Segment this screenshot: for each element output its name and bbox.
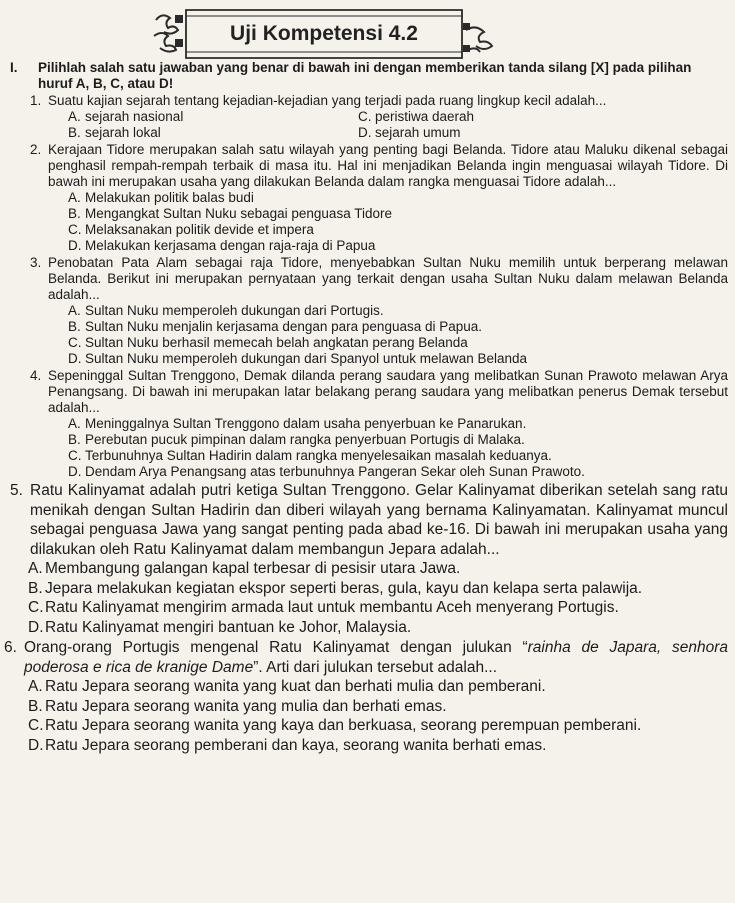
option-letter: A. xyxy=(68,303,81,318)
question-4 xyxy=(30,368,728,480)
option-letter: D. xyxy=(358,125,372,140)
option-a[interactable] xyxy=(68,109,358,125)
instruction-text: Pilihlah salah satu jawaban yang benar di bawah ini dengan memberikan tanda silang [X] pada pilihan huruf A, B, C, atau D! xyxy=(38,60,692,91)
option-a[interactable] xyxy=(68,416,728,432)
option-letter: A. xyxy=(68,416,81,431)
option-letter: D. xyxy=(68,238,82,253)
option-letter: A. xyxy=(68,190,81,205)
section-instruction xyxy=(10,60,728,92)
option-letter: B. xyxy=(28,579,43,597)
option-text: Melaksanakan politik devide et impera xyxy=(85,222,314,237)
option-text: sejarah nasional xyxy=(85,109,184,124)
options-list xyxy=(28,677,728,755)
option-text: Sultan Nuku berhasil memecah belah angkatan perang Belanda xyxy=(85,335,468,350)
options-list xyxy=(68,416,728,480)
question-text xyxy=(24,638,728,677)
section-number: I. xyxy=(10,60,18,75)
option-text: Membangung galangan kapal terbesar di pesisir utara Jawa. xyxy=(45,560,461,577)
question-text-part: Orang-orang Portugis mengenal Ratu Kalinyamat dengan julukan “ xyxy=(24,639,528,656)
option-c[interactable] xyxy=(68,448,728,464)
option-text: Ratu Jepara seorang wanita yang kaya dan berkuasa, seorang perempuan pemberani. xyxy=(45,717,642,734)
option-letter: C. xyxy=(358,109,372,124)
option-c[interactable] xyxy=(68,222,728,238)
option-b[interactable] xyxy=(28,579,728,599)
question-text: Penobatan Pata Alam sebagai raja Tidore, menyebabkan Sultan Nuku memilih untuk berperang melawan Belanda. Berikut ini merupakan pernyataan yang terkait dengan usaha Sultan Nuku dalam melawan Belanda adalah... xyxy=(48,255,728,302)
question-2 xyxy=(30,142,728,254)
question-text: Suatu kajian sejarah tentang kejadian-kejadian yang terjadi pada ruang lingkup kecil adalah... xyxy=(48,93,607,108)
question-text: Kerajaan Tidore merupakan salah satu wilayah yang penting bagi Belanda. Tidore atau Maluku dikenal sebagai penghasil rempah-rempah terbaik di masa itu. Hal ini menjadikan Belanda ingin menguasai wilayah Tidore. Di bawah ini merupakan usaha yang dilakukan Belanda dalam rangka menguasai Tidore adalah... xyxy=(48,142,728,189)
option-a[interactable] xyxy=(28,677,728,697)
option-c[interactable] xyxy=(358,109,728,125)
option-d[interactable] xyxy=(68,464,728,480)
option-letter: A. xyxy=(68,109,81,124)
option-text: sejarah umum xyxy=(375,125,461,140)
option-text: peristiwa daerah xyxy=(375,109,475,124)
question-number: 2. xyxy=(30,142,42,157)
option-letter: D. xyxy=(28,736,44,754)
options-list xyxy=(68,303,728,367)
question-5 xyxy=(10,481,728,637)
option-letter: C. xyxy=(28,599,44,616)
option-c[interactable] xyxy=(28,716,728,736)
option-letter: B. xyxy=(68,206,81,221)
option-text: Melakukan politik balas budi xyxy=(85,190,254,205)
option-a[interactable] xyxy=(28,559,728,579)
option-letter: A. xyxy=(28,560,43,577)
option-letter: D. xyxy=(68,464,82,479)
option-d[interactable] xyxy=(28,736,728,756)
options-list xyxy=(68,190,728,254)
option-b[interactable] xyxy=(68,125,358,141)
option-letter: D. xyxy=(68,351,82,366)
option-b[interactable] xyxy=(68,206,728,222)
question-number: 3. xyxy=(30,255,42,270)
option-letter: B. xyxy=(68,125,81,140)
option-text: Ratu Jepara seorang wanita yang mulia dan berhati emas. xyxy=(45,697,447,715)
option-letter: B. xyxy=(28,697,43,715)
exam-content xyxy=(4,60,728,755)
option-b[interactable] xyxy=(68,319,728,335)
question-number: 1. xyxy=(30,93,42,108)
option-text: Sultan Nuku menjalin kerjasama dengan para penguasa di Papua. xyxy=(85,319,483,334)
option-letter: A. xyxy=(28,678,43,695)
option-text: Ratu Jepara seorang wanita yang kuat dan berhati mulia dan pemberani. xyxy=(45,678,546,695)
option-letter: C. xyxy=(68,335,82,350)
option-text: Terbunuhnya Sultan Hadirin dalam rangka menyelesaikan masalah keduanya. xyxy=(85,448,552,463)
question-text-part: ”. Arti dari julukan tersebut adalah... xyxy=(253,658,498,676)
option-text: Jepara melakukan kegiatan ekspor seperti beras, gula, kayu dan kelapa serta palawija. xyxy=(45,579,643,597)
option-text: sejarah lokal xyxy=(85,125,161,140)
option-a[interactable] xyxy=(68,190,728,206)
option-d[interactable] xyxy=(68,351,728,367)
question-text: Ratu Kalinyamat adalah putri ketiga Sultan Trenggono. Gelar Kalinyamat diberikan setelah sang ratu menikah dengan Sultan Hadirin dan diberi wilayah yang bernama Kalinyamatan. Kalinyamat muncul sebagai penguasa Jawa yang sangat penting pada abad ke-16. Di bawah ini merupakan usaha yang dilakukan oleh Ratu Kalinyamat dalam membangun Jepara adalah... xyxy=(30,482,728,558)
page-title: Uji Kompetensi 4.2 xyxy=(230,22,418,45)
option-letter: D. xyxy=(28,618,44,636)
question-number: 4. xyxy=(30,368,42,383)
option-text: Sultan Nuku memperoleh dukungan dari Portugis. xyxy=(85,303,384,318)
option-d[interactable] xyxy=(358,125,728,141)
option-letter: B. xyxy=(68,319,81,334)
option-b[interactable] xyxy=(28,697,728,717)
option-text: Sultan Nuku memperoleh dukungan dari Spanyol untuk melawan Belanda xyxy=(85,351,528,366)
option-d[interactable] xyxy=(68,238,728,254)
option-letter: C. xyxy=(68,448,82,463)
option-letter: B. xyxy=(68,432,81,447)
option-text: Meninggalnya Sultan Trenggono dalam usaha penyerbuan ke Panarukan. xyxy=(85,416,527,431)
option-letter: C. xyxy=(68,222,82,237)
option-b[interactable] xyxy=(68,432,728,448)
question-6 xyxy=(4,638,728,755)
option-letter: C. xyxy=(28,717,44,734)
question-text: Sepeninggal Sultan Trenggono, Demak dilanda perang saudara yang melibatkan Sunan Prawoto melawan Arya Penangsang. Di bawah ini merupakan latar belakang perang saudara yang melibatkan penerus Demak tersebut adalah... xyxy=(48,368,728,415)
question-text-italic: rainha de Japara, senhora poderosa e rica de kranige Dame xyxy=(24,639,728,676)
option-text: Ratu Kalinyamat mengirim armada laut untuk membantu Aceh menyerang Portugis. xyxy=(45,599,619,616)
option-text: Mengangkat Sultan Nuku sebagai penguasa Tidore xyxy=(85,206,392,221)
option-text: Dendam Arya Penangsang atas terbunuhnya Pangeran Sekar oleh Sunan Prawoto. xyxy=(85,464,585,479)
option-text: Melakukan kerjasama dengan raja-raja di Papua xyxy=(85,238,376,253)
question-number: 5. xyxy=(10,482,23,499)
option-text: Ratu Kalinyamat mengiri bantuan ke Johor, Malaysia. xyxy=(45,618,412,636)
options-grid xyxy=(68,109,728,141)
question-number: 6. xyxy=(4,639,17,656)
question-1 xyxy=(30,93,728,141)
question-3 xyxy=(30,255,728,367)
option-text: Perebutan pucuk pimpinan dalam rangka penyerbuan Portugis di Malaka. xyxy=(85,432,525,447)
option-text: Ratu Jepara seorang pemberani dan kaya, seorang wanita berhati emas. xyxy=(45,736,547,754)
option-d[interactable] xyxy=(28,618,728,638)
option-c[interactable] xyxy=(68,335,728,351)
option-a[interactable] xyxy=(68,303,728,319)
option-c[interactable] xyxy=(28,598,728,618)
options-list xyxy=(28,559,728,637)
